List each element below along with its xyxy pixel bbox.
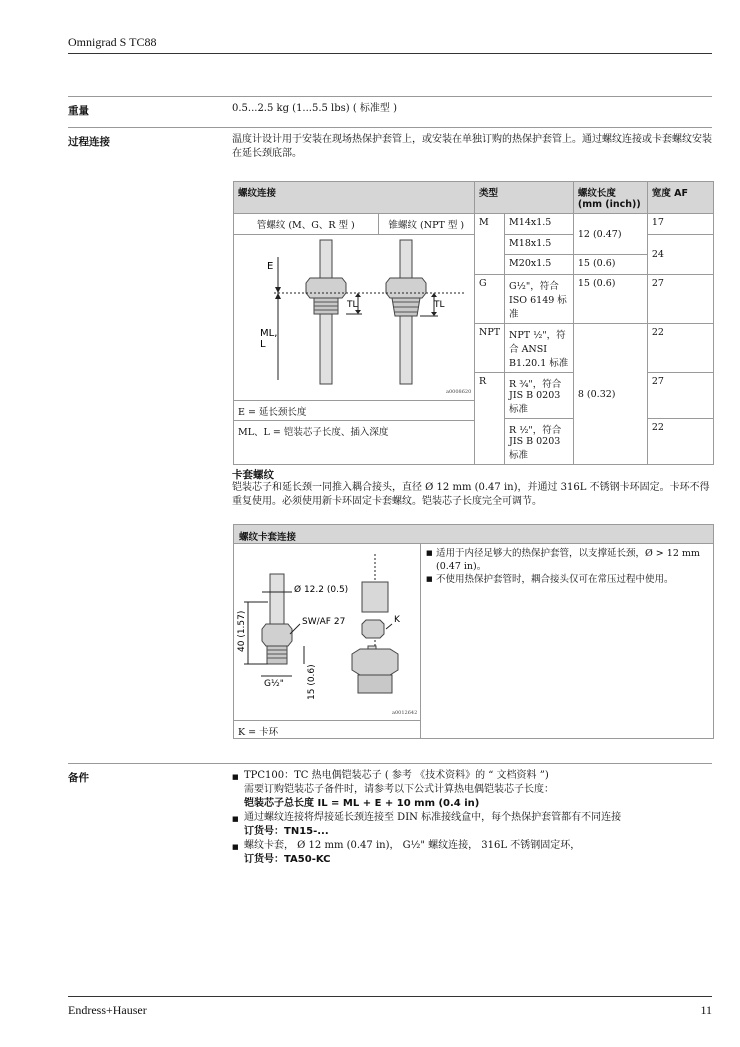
page-number: 11 xyxy=(700,1003,712,1017)
weight-value: 0.5...2.5 kg (1...5.5 lbs) ( 标准型 ) xyxy=(232,103,398,114)
header-rule xyxy=(68,53,712,54)
compression-figure xyxy=(234,544,420,720)
len-8: 8 (0.32) xyxy=(573,324,647,465)
af-27b: 27 xyxy=(647,373,713,419)
label-tl-left: TL xyxy=(347,300,358,310)
compression-box xyxy=(233,524,714,739)
accessories-list xyxy=(232,769,714,867)
subheader-pipe: 管螺纹 (M、G、R 型 ) xyxy=(234,214,379,235)
col-header-connection: 螺纹连接 xyxy=(234,182,475,214)
process-label: 过程连接 xyxy=(68,136,110,148)
divider xyxy=(68,127,712,128)
col-header-length: 螺纹长度 (mm (inch)) xyxy=(573,182,647,214)
note-e: E = 延长颈长度 xyxy=(234,400,474,420)
list-item: ■ TPC100：TC 热电偶铠装芯子 ( 参考 《技术资料》的 “ 文档资料 ”) 需要订购铠装芯子备件时，请参考以下公式计算热电偶铠装芯子长度： 铠装芯子总长度 IL = ML + E + 10 mm (0.4 in) xyxy=(232,769,714,811)
footer-rule xyxy=(68,996,712,997)
note-ml: ML、L = 铠装芯子长度、插入深度 xyxy=(234,420,474,440)
len-12: 12 (0.47) xyxy=(573,214,647,255)
af-17: 17 xyxy=(647,214,713,235)
label-height-15: 15 (0.6) xyxy=(307,664,317,700)
type-g: G xyxy=(475,275,505,324)
compression-bullets xyxy=(426,547,711,586)
list-item: ■ 通过螺纹连接将焊接延长颈连接至 DIN 标准接线盒中，每个热保护套管都有不同连接 订货号：TN15-... xyxy=(232,811,714,839)
label-k: K xyxy=(394,615,400,625)
compression-title: 卡套螺纹 xyxy=(232,469,274,481)
list-item: ■ 适用于内径足够大的热保护套管，以支撑延长颈，Ø > 12 mm (0.47 in)。 xyxy=(426,547,711,573)
len-15a: 15 (0.6) xyxy=(573,255,647,275)
divider xyxy=(68,96,712,97)
compression-description: 铠装芯子和延长颈一同推入耦合接头，直径 Ø 12 mm (0.47 in)，并通过 316L 不锈钢卡环固定。卡环不得重复使用。必须使用新卡环固定卡套螺纹。铠装芯子长度完全可调节。 xyxy=(232,482,710,507)
type-m: M xyxy=(475,214,505,275)
label-l: L xyxy=(260,339,266,350)
type-npt1: NPT ½"，符合 ANSI B1.20.1 标准 xyxy=(505,324,574,373)
col-header-width: 宽度 AF xyxy=(647,182,713,214)
af-24: 24 xyxy=(647,235,713,275)
thread-figure-cell xyxy=(234,235,475,465)
label-diameter: Ø 12.2 (0.5) xyxy=(294,585,349,595)
af-22a: 22 xyxy=(647,324,713,373)
label-e: E xyxy=(267,261,274,272)
af-27a: 27 xyxy=(647,275,713,324)
note-k: K = 卡环 xyxy=(234,720,421,739)
header-title: Omnigrad S TC88 xyxy=(68,35,157,49)
figure-code: a0012642 xyxy=(392,710,418,716)
weight-label: 重量 xyxy=(68,105,89,117)
label-height-40: 40 (1.57) xyxy=(237,610,247,652)
col-header-type: 类型 xyxy=(475,182,574,214)
label-tl-right: TL xyxy=(434,300,445,310)
subheader-taper: 锥螺纹 (NPT 型 ) xyxy=(378,214,474,235)
compression-figure-cell xyxy=(234,544,421,720)
type-r: R xyxy=(475,373,505,465)
type-m2: M18x1.5 xyxy=(505,235,574,255)
accessories-label: 备件 xyxy=(68,772,89,784)
process-description: 温度计设计用于安装在现场热保护套管上，或安装在单独订购的热保护套管上。通过螺纹连接或卡套螺纹安装在延长颈底部。 xyxy=(232,134,712,159)
type-r1: R ¾"，符合 JIS B 0203 标准 xyxy=(505,373,574,419)
type-r2: R ½"，符合 JIS B 0203 标准 xyxy=(505,419,574,465)
compression-box-title: 螺纹卡套连接 xyxy=(234,525,713,544)
len-15b: 15 (0.6) xyxy=(573,275,647,324)
thread-table xyxy=(233,181,714,465)
label-ml: ML, xyxy=(260,328,278,339)
thread-connection-figure xyxy=(234,235,474,397)
type-m3: M20x1.5 xyxy=(505,255,574,275)
label-g: G½" xyxy=(264,679,284,689)
list-item: ■ 不使用热保护套管时，耦合接头仅可在常压过程中使用。 xyxy=(426,573,711,586)
label-sw: SW/AF 27 xyxy=(302,617,346,627)
figure-code: a0008620 xyxy=(446,389,472,395)
type-npt: NPT xyxy=(475,324,505,373)
type-m1: M14x1.5 xyxy=(505,214,574,235)
list-item: ■ 螺纹卡套， Ø 12 mm (0.47 in)， G½" 螺纹连接， 316L 不锈钢固定环， 订货号：TA50-KC xyxy=(232,839,714,867)
footer-company: Endress+Hauser xyxy=(68,1003,147,1017)
af-22b: 22 xyxy=(647,419,713,465)
divider xyxy=(68,763,712,764)
type-g1: G½"，符合 ISO 6149 标准 xyxy=(505,275,574,324)
